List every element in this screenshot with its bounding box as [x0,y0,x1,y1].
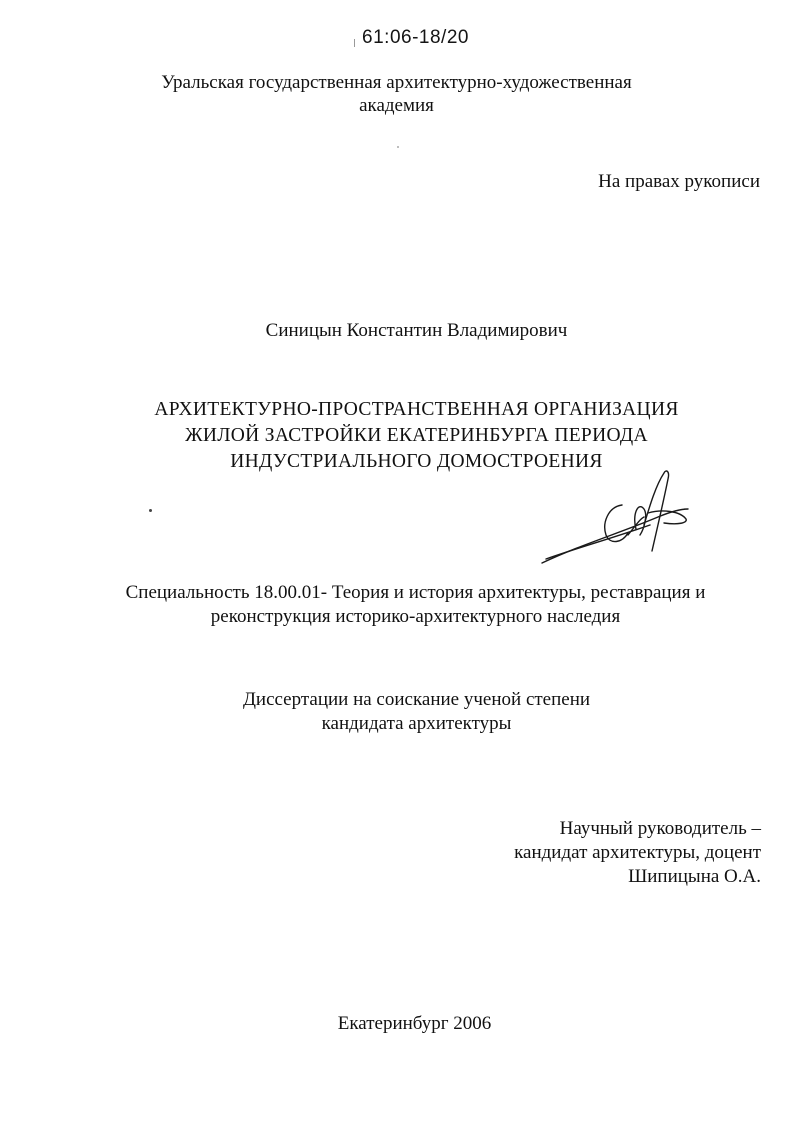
specialty-line: реконструкция историко-архитектурного наследия [210,606,621,627]
specialty-line: Специальность 18.00.01- Теория и история архитектуры, реставрация и [125,582,706,603]
institution-line: Уральская государственная архитектурно-художественная [161,72,632,93]
archive-stamp: 61:06-18/20 [362,27,469,48]
handwritten-signature [540,465,700,575]
institution-line: академия [359,95,434,116]
title-line: ЖИЛОЙ ЗАСТРОЙКИ ЕКАТЕРИНБУРГА ПЕРИОДА [185,425,648,446]
specialty [0,581,793,629]
scan-speck [397,146,399,148]
city-year: Екатеринбург 2006 [337,1013,492,1034]
degree-line: Диссертации на соискание ученой степени [242,689,591,710]
title-line: АРХИТЕКТУРНО-ПРОСТРАНСТВЕННАЯ ОРГАНИЗАЦИЯ [154,399,679,420]
degree-line: кандидата архитектуры [321,713,512,734]
dissertation-title [0,397,793,475]
scan-speck [149,509,152,512]
manuscript-note: На правах рукописи [598,171,760,192]
degree-statement [0,688,793,736]
supervisor-line: кандидат архитектуры, доцент [514,842,761,863]
supervisor-block [514,817,761,889]
title-line: ИНДУСТРИАЛЬНОГО ДОМОСТРОЕНИЯ [230,451,603,472]
supervisor-line: Научный руководитель – [559,818,761,839]
supervisor-line: Шипицына О.А. [628,866,761,887]
scan-speck [354,39,355,47]
institution-name [0,71,793,117]
author-name: Синицын Константин Владимирович [265,320,568,341]
